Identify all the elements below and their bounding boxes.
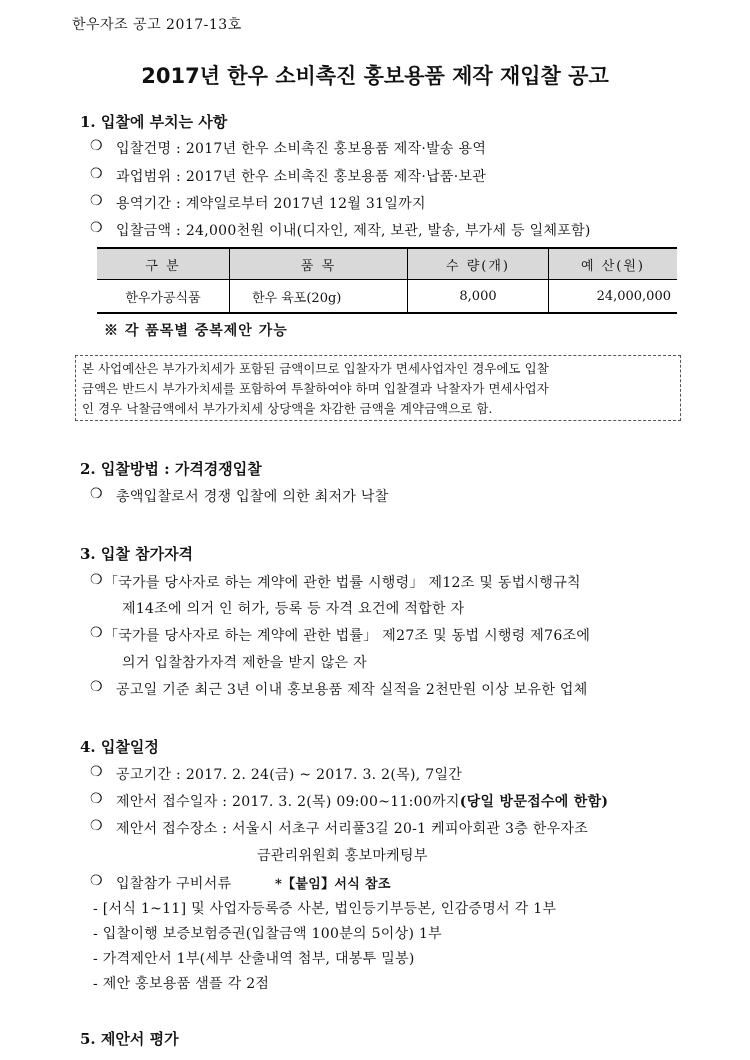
bullet-icon: ❍ (90, 873, 103, 889)
qualification-2-cont: 의거 입찰참가자격 제한을 받지 않은 자 (122, 655, 367, 671)
vat-notice-line: 인 경우 낙찰금액에서 부가가치세 상당액을 차감한 금액을 계약금액으로 함. (82, 401, 493, 416)
section-1-title: 1. 입찰에 부치는 사항 (80, 113, 228, 131)
bid-method: 총액입찰로서 경쟁 입찰에 의한 최저가 낙찰 (116, 489, 389, 505)
document-item: - 입찰이행 보증보험증권(입찰금액 100분의 5이상) 1부 (93, 926, 442, 942)
items-table (97, 247, 677, 314)
document-item: - [서식 1~11] 및 사업자등록증 사본, 법인등기부등본, 인감증명서 각 1부 (93, 901, 557, 917)
table-row (97, 280, 677, 314)
bullet-icon: ❍ (90, 572, 103, 588)
section-3-title: 3. 입찰 참가자격 (80, 545, 194, 563)
notice-number: 한우자조 공고 2017-13호 (72, 17, 242, 33)
table-cell: 한우가공식품 (97, 280, 230, 314)
table-header: 수 량(개) (408, 248, 549, 280)
submission-place: 제안서 접수장소 : 서울시 서초구 서리풀3길 20-1 케피아회관 3층 한우자조 (116, 821, 589, 837)
service-period: 용역기간 : 계약일로부터 2017년 12월 31일까지 (116, 196, 426, 212)
vat-notice-line: 본 사업예산은 부가가치세가 포함된 금액이므로 입찰자가 면세사업자인 경우에도 입찰 (82, 361, 549, 376)
table-cell: 8,000 (408, 280, 549, 314)
required-documents-label: 입찰참가 구비서류 (116, 876, 232, 892)
table-cell: 24,000,000 (549, 280, 678, 314)
bullet-icon: ❍ (90, 138, 103, 154)
qualification-3: 공고일 기준 최근 3년 이내 홍보용품 제작 실적을 2천만원 이상 보유한 업체 (116, 682, 588, 698)
forms-reference-note: *【붙임】서식 참조 (275, 877, 391, 892)
page-title: 2017년 한우 소비촉진 홍보용품 제작 재입찰 공고 (141, 64, 609, 88)
document-item: - 가격제안서 1부(세부 산출내역 첨부, 대봉투 밀봉) (93, 951, 415, 967)
table-header-row (97, 248, 677, 280)
submission-date (116, 791, 608, 811)
bid-item-name: 입찰건명 : 2017년 한우 소비촉진 홍보용품 제작·발송 용역 (116, 141, 487, 157)
bullet-icon: ❍ (90, 486, 103, 502)
table-header: 예 산(원) (549, 248, 678, 280)
notice-period: 공고기간 : 2017. 2. 24(금) ~ 2017. 3. 2(목), 7일간 (116, 767, 463, 783)
task-scope: 과업범위 : 2017년 한우 소비촉진 홍보용품 제작·납품·보관 (116, 169, 487, 185)
qualification-2: 「국가를 당사자로 하는 계약에 관한 법률」 제27조 및 동법 시행령 제76조에 (104, 628, 591, 644)
table-header: 품 목 (230, 248, 408, 280)
section-2-title: 2. 입찰방법 : 가격경쟁입찰 (80, 460, 262, 478)
duplicate-note: ※ 각 품목별 중복제안 가능 (104, 323, 288, 339)
bullet-icon: ❍ (90, 818, 103, 834)
submission-place-cont: 금관리위원회 홍보마케팅부 (257, 848, 428, 864)
vat-notice-box (75, 355, 681, 421)
bullet-icon: ❍ (90, 166, 103, 182)
bullet-icon: ❍ (90, 625, 103, 641)
bullet-icon: ❍ (90, 679, 103, 695)
bullet-icon: ❍ (90, 220, 103, 236)
submission-date-text: 제안서 접수일자 : 2017. 3. 2(목) 09:00~11:00까지 (116, 794, 460, 810)
table-header: 구 분 (97, 248, 230, 280)
visit-only-note: (당일 방문접수에 한함) (459, 794, 609, 810)
section-5-title: 5. 제안서 평가 (80, 1030, 179, 1048)
bullet-icon: ❍ (90, 193, 103, 209)
bullet-icon: ❍ (90, 764, 103, 780)
qualification-1: 「국가를 당사자로 하는 계약에 관한 법률 시행령」 제12조 및 동법시행규칙 (104, 575, 581, 591)
qualification-1-cont: 제14조에 의거 인 허가, 등록 등 자격 요건에 적합한 자 (122, 601, 465, 617)
vat-notice-line: 금액은 반드시 부가가치세를 포함하여 투찰하여야 하며 입찰결과 낙찰자가 면세사업자 (82, 381, 549, 396)
table-cell: 한우 육포(20g) (230, 280, 408, 314)
bid-amount: 입찰금액 : 24,000천원 이내(디자인, 제작, 보관, 발송, 부가세 등 일체포함) (116, 223, 591, 239)
document-item: - 제안 홍보용품 샘플 각 2점 (93, 976, 270, 992)
bullet-icon: ❍ (90, 791, 103, 807)
section-4-title: 4. 입찰일정 (80, 738, 159, 756)
